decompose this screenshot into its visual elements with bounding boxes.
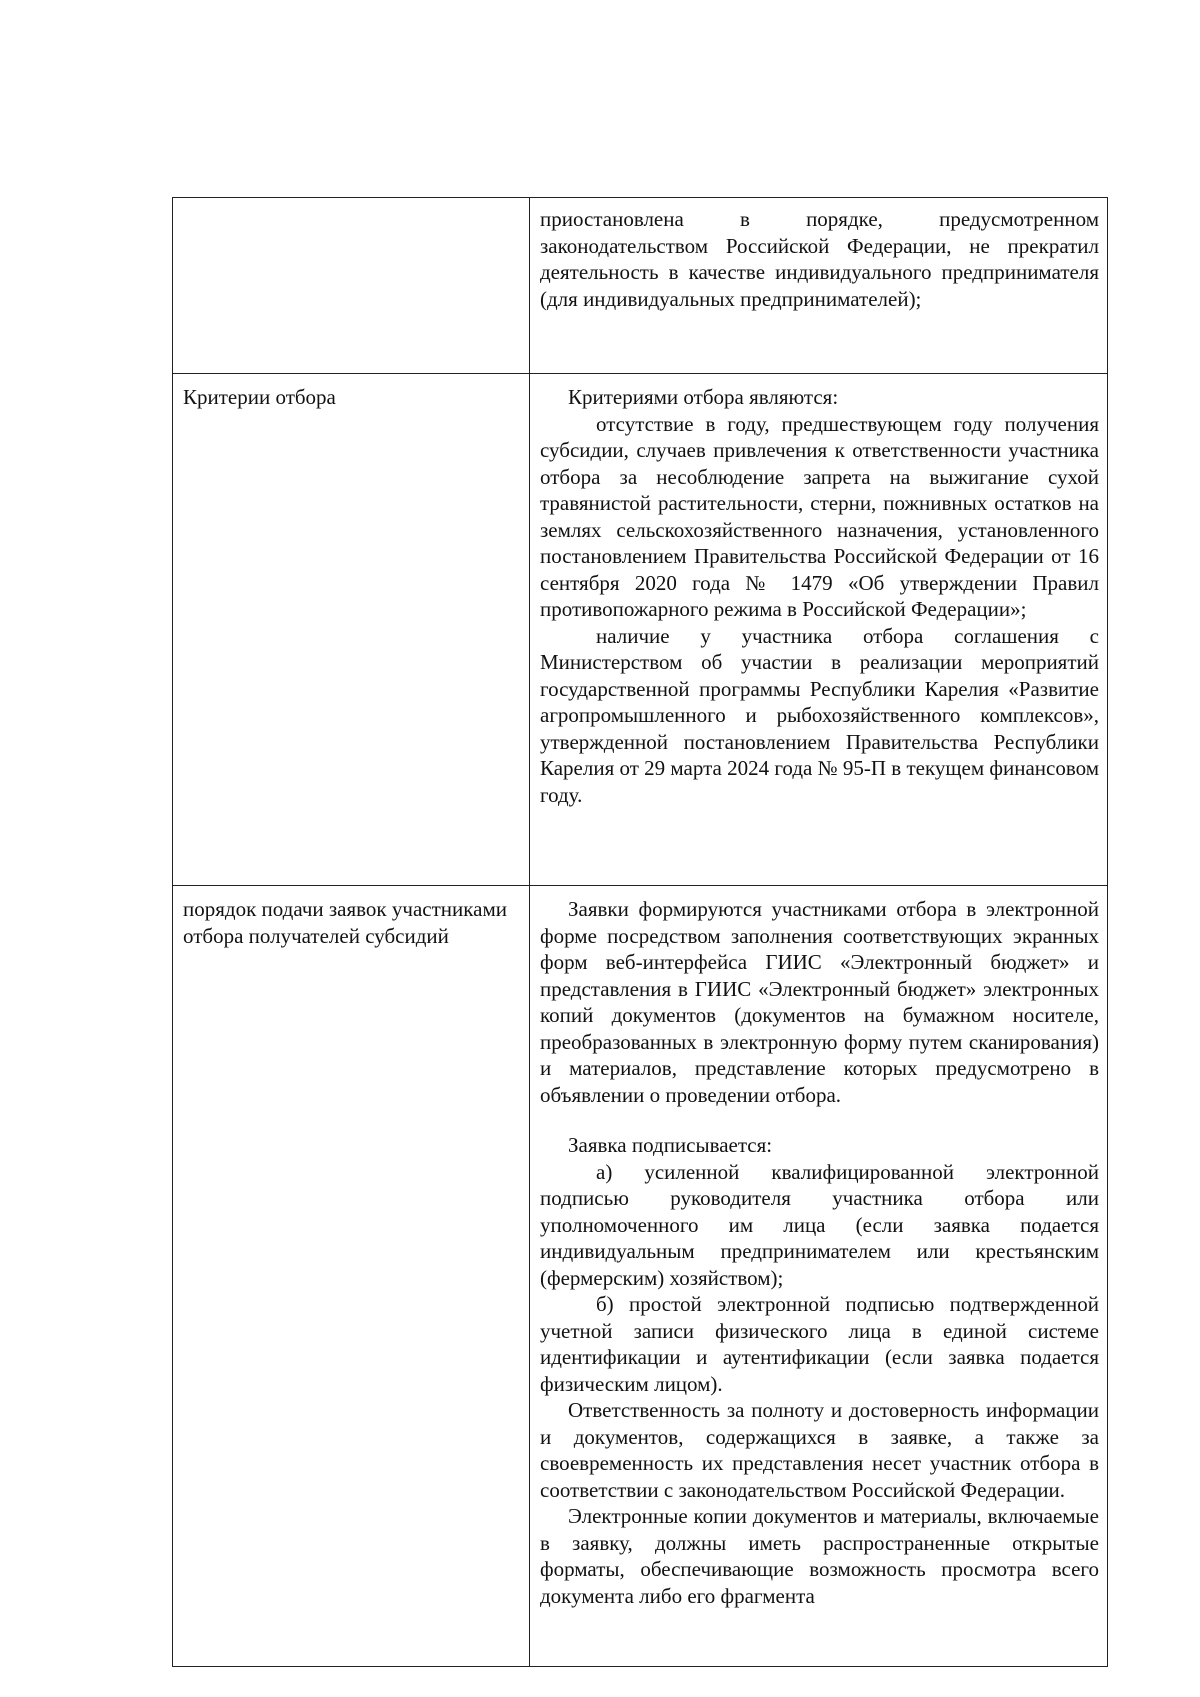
paragraph: Критериями отбора являются:: [568, 385, 839, 409]
paragraph: Заявка подписывается:: [568, 1133, 773, 1157]
row-label: Критерии отбора: [173, 374, 530, 886]
paragraph: Электронные копии документов и материалы, включаемые в заявку, должны иметь распространенные открытые форматы, обеспечивающие возможность просмотра всего документа либо его фрагмента: [540, 1504, 1099, 1608]
row-content: [530, 198, 1108, 374]
row-content: [530, 886, 1108, 1667]
requirements-table: [172, 197, 1108, 1667]
row-label: [173, 198, 530, 374]
table-row: [173, 886, 1108, 1667]
paragraph: б) простой электронной подписью подтвержденной учетной записи физического лица в единой системе идентификации и аутентификации (если заявка подается физическим лицом).: [540, 1292, 1099, 1396]
row-content: [530, 374, 1108, 886]
table-row: [173, 374, 1108, 886]
paragraph: Ответственность за полноту и достоверность информации и документов, содержащихся в заявке, а также за своевременность их представления несет участник отбора в соответствии с законодательством Российской Федерации.: [540, 1398, 1099, 1502]
paragraph: а) усиленной квалифицированной электронной подписью руководителя участника отбора или уполномоченного им лица (если заявка подается индивидуальным предпринимателем или крестьянским (фермерским) хозяйством);: [540, 1159, 1099, 1290]
paragraph: наличие у участника отбора соглашения с Министерством об участии в реализации мероприятий государственной программы Республики Карелия «Развитие агропромышленного и рыбохозяйственного комплексов», утвержденной постановлением Правительства Республики Карелия от 29 марта 2024 года № 95-П в текущем финансовом году.: [540, 623, 1100, 807]
paragraph: Заявки формируются участниками отбора в электронной форме посредством заполнения соответствующих экранных форм веб-интерфейса ГИИС «Электронный бюджет» и представления в ГИИС «Электронный бюджет» электронных копий документов (документов на бумажном носителе, преобразованных в электронную форму путем сканирования) и материалов, представление которых предусмотрено в объявлении о проведении отбора.: [540, 897, 1099, 1107]
table-row: [173, 198, 1108, 374]
paragraph: приостановлена в порядке, предусмотренном законодательством Российской Федерации, не прекратил деятельность в качестве индивидуального предпринимателя (для индивидуальных предпринимателей);: [540, 207, 1099, 311]
paragraph: отсутствие в году, предшествующем году получения субсидии, случаев привлечения к ответственности участника отбора за несоблюдение запрета на выжигание сухой травянистой растительности, стерни, пожнивных остатков на землях сельскохозяйственного назначения, установленного постановлением Правительства Российской Федерации от 16 сентября 2020 года № 1479 «Об утверждении Правил противопожарного режима в Российской Федерации»;: [540, 411, 1099, 621]
row-label: порядок подачи заявок участниками отбора получателей субсидий: [173, 886, 530, 1667]
